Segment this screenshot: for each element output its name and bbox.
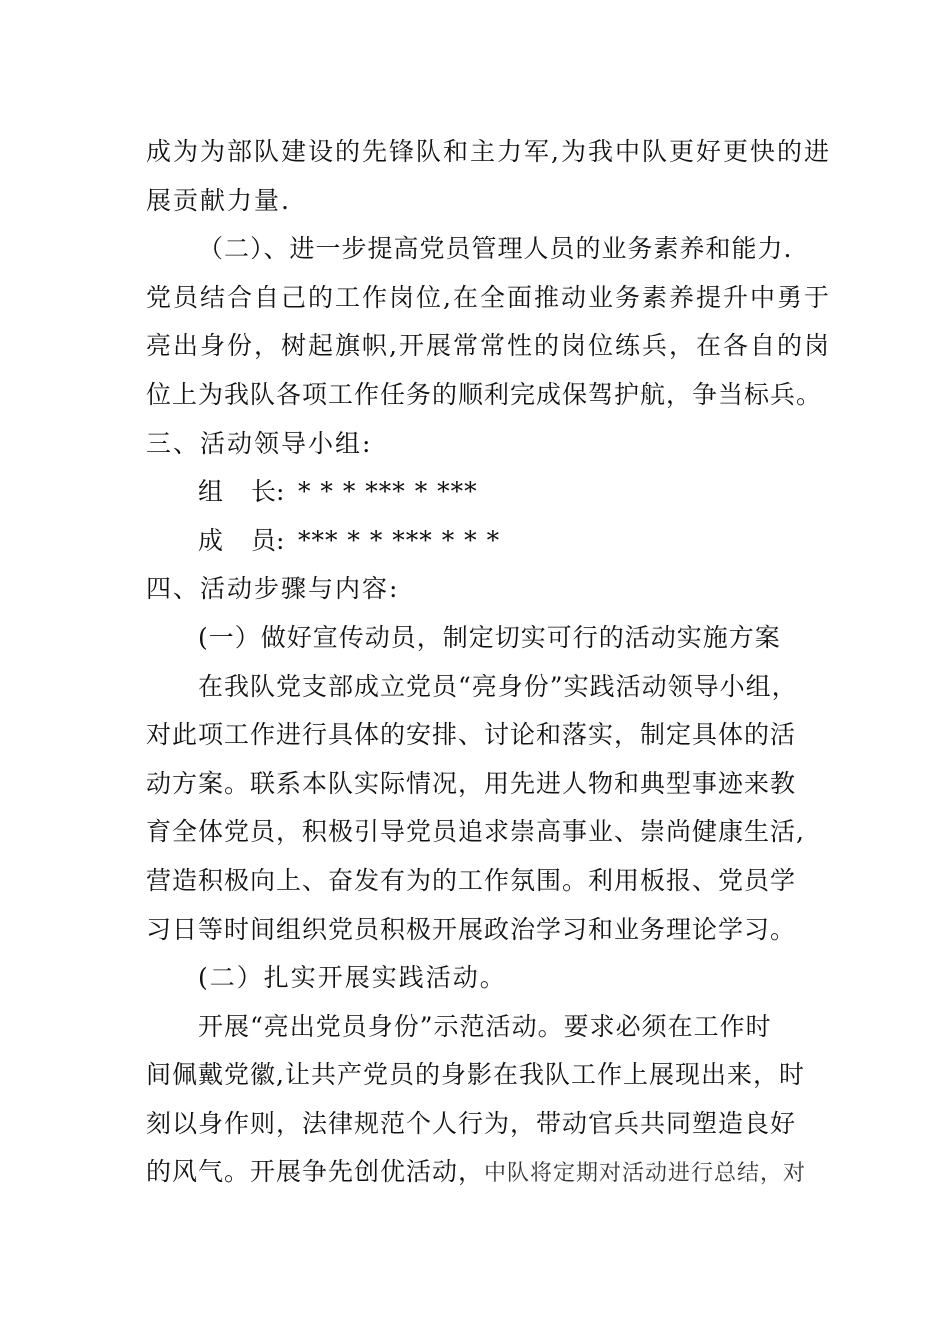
section-heading: （二）、进一步提高党员管理人员的业务素养和能力. bbox=[198, 234, 793, 264]
last-line-part1: 的风气。开展争先创优活动， bbox=[146, 1157, 485, 1187]
paragraph-line: 位上为我队各项工作任务的顺利完成保驾护航，争当标兵。 bbox=[146, 379, 823, 409]
members-label: 成 员: bbox=[198, 525, 285, 555]
paragraph-line: 亮出身份，树起旗帜,开展常常性的岗位练兵，在各自的岗 bbox=[146, 331, 831, 361]
members-value: *** * * *** * * * bbox=[297, 525, 501, 555]
paragraph-line: 育全体党员，积极引导党员追求崇高事业、崇尚健康生活, bbox=[146, 817, 805, 847]
members-row bbox=[146, 517, 806, 566]
leader-value: * * * *** * *** bbox=[297, 477, 478, 507]
paragraph-line: 在我队党支部成立党员“亮身份”实践活动领导小组， bbox=[198, 671, 798, 701]
subsection-heading: (一）做好宣传动员，制定切实可行的活动实施方案 bbox=[198, 622, 781, 652]
section-heading: 四、活动步骤与内容: bbox=[146, 574, 400, 604]
paragraph-line: 对此项工作进行具体的安排、讨论和落实，制定具体的活 bbox=[146, 720, 797, 750]
paragraph-line: 刻以身作则，法律规范个人行为，带动官兵共同塑造良好 bbox=[146, 1108, 797, 1138]
leader-row bbox=[146, 468, 806, 517]
paragraph-line: 开展“亮出党员身份”示范活动。要求必须在工作时 bbox=[198, 1011, 772, 1041]
paragraph-line: 展贡献力量. bbox=[146, 185, 291, 215]
paragraph-line: 习日等时间组织党员积极开展政治学习和业务理论学习。 bbox=[146, 914, 797, 944]
paragraph-line: 成为为部队建设的先锋队和主力军,为我中队更好更快的进 bbox=[146, 137, 831, 166]
paragraph-line: 营造积极向上、奋发有为的工作氛围。利用板报、党员学 bbox=[146, 865, 797, 895]
paragraph-line: 间佩戴党徽,让共产党员的身影在我队工作上展现出来，时 bbox=[146, 1060, 805, 1090]
document-body bbox=[146, 128, 831, 1197]
section-heading: 三、活动领导小组: bbox=[146, 428, 373, 458]
paragraph-line bbox=[146, 1148, 806, 1197]
subsection-heading: (二）扎实开展实践活动。 bbox=[198, 963, 507, 993]
paragraph-line: 党员结合自己的工作岗位,在全面推动业务素养提升中勇于 bbox=[146, 282, 831, 312]
last-line-part2: 中队将定期对活动进行总结，对 bbox=[484, 1161, 807, 1187]
leader-label: 组 长: bbox=[198, 477, 285, 507]
paragraph-line: 动方案。联系本队实际情况，用先进人物和典型事迹来教 bbox=[146, 768, 797, 798]
